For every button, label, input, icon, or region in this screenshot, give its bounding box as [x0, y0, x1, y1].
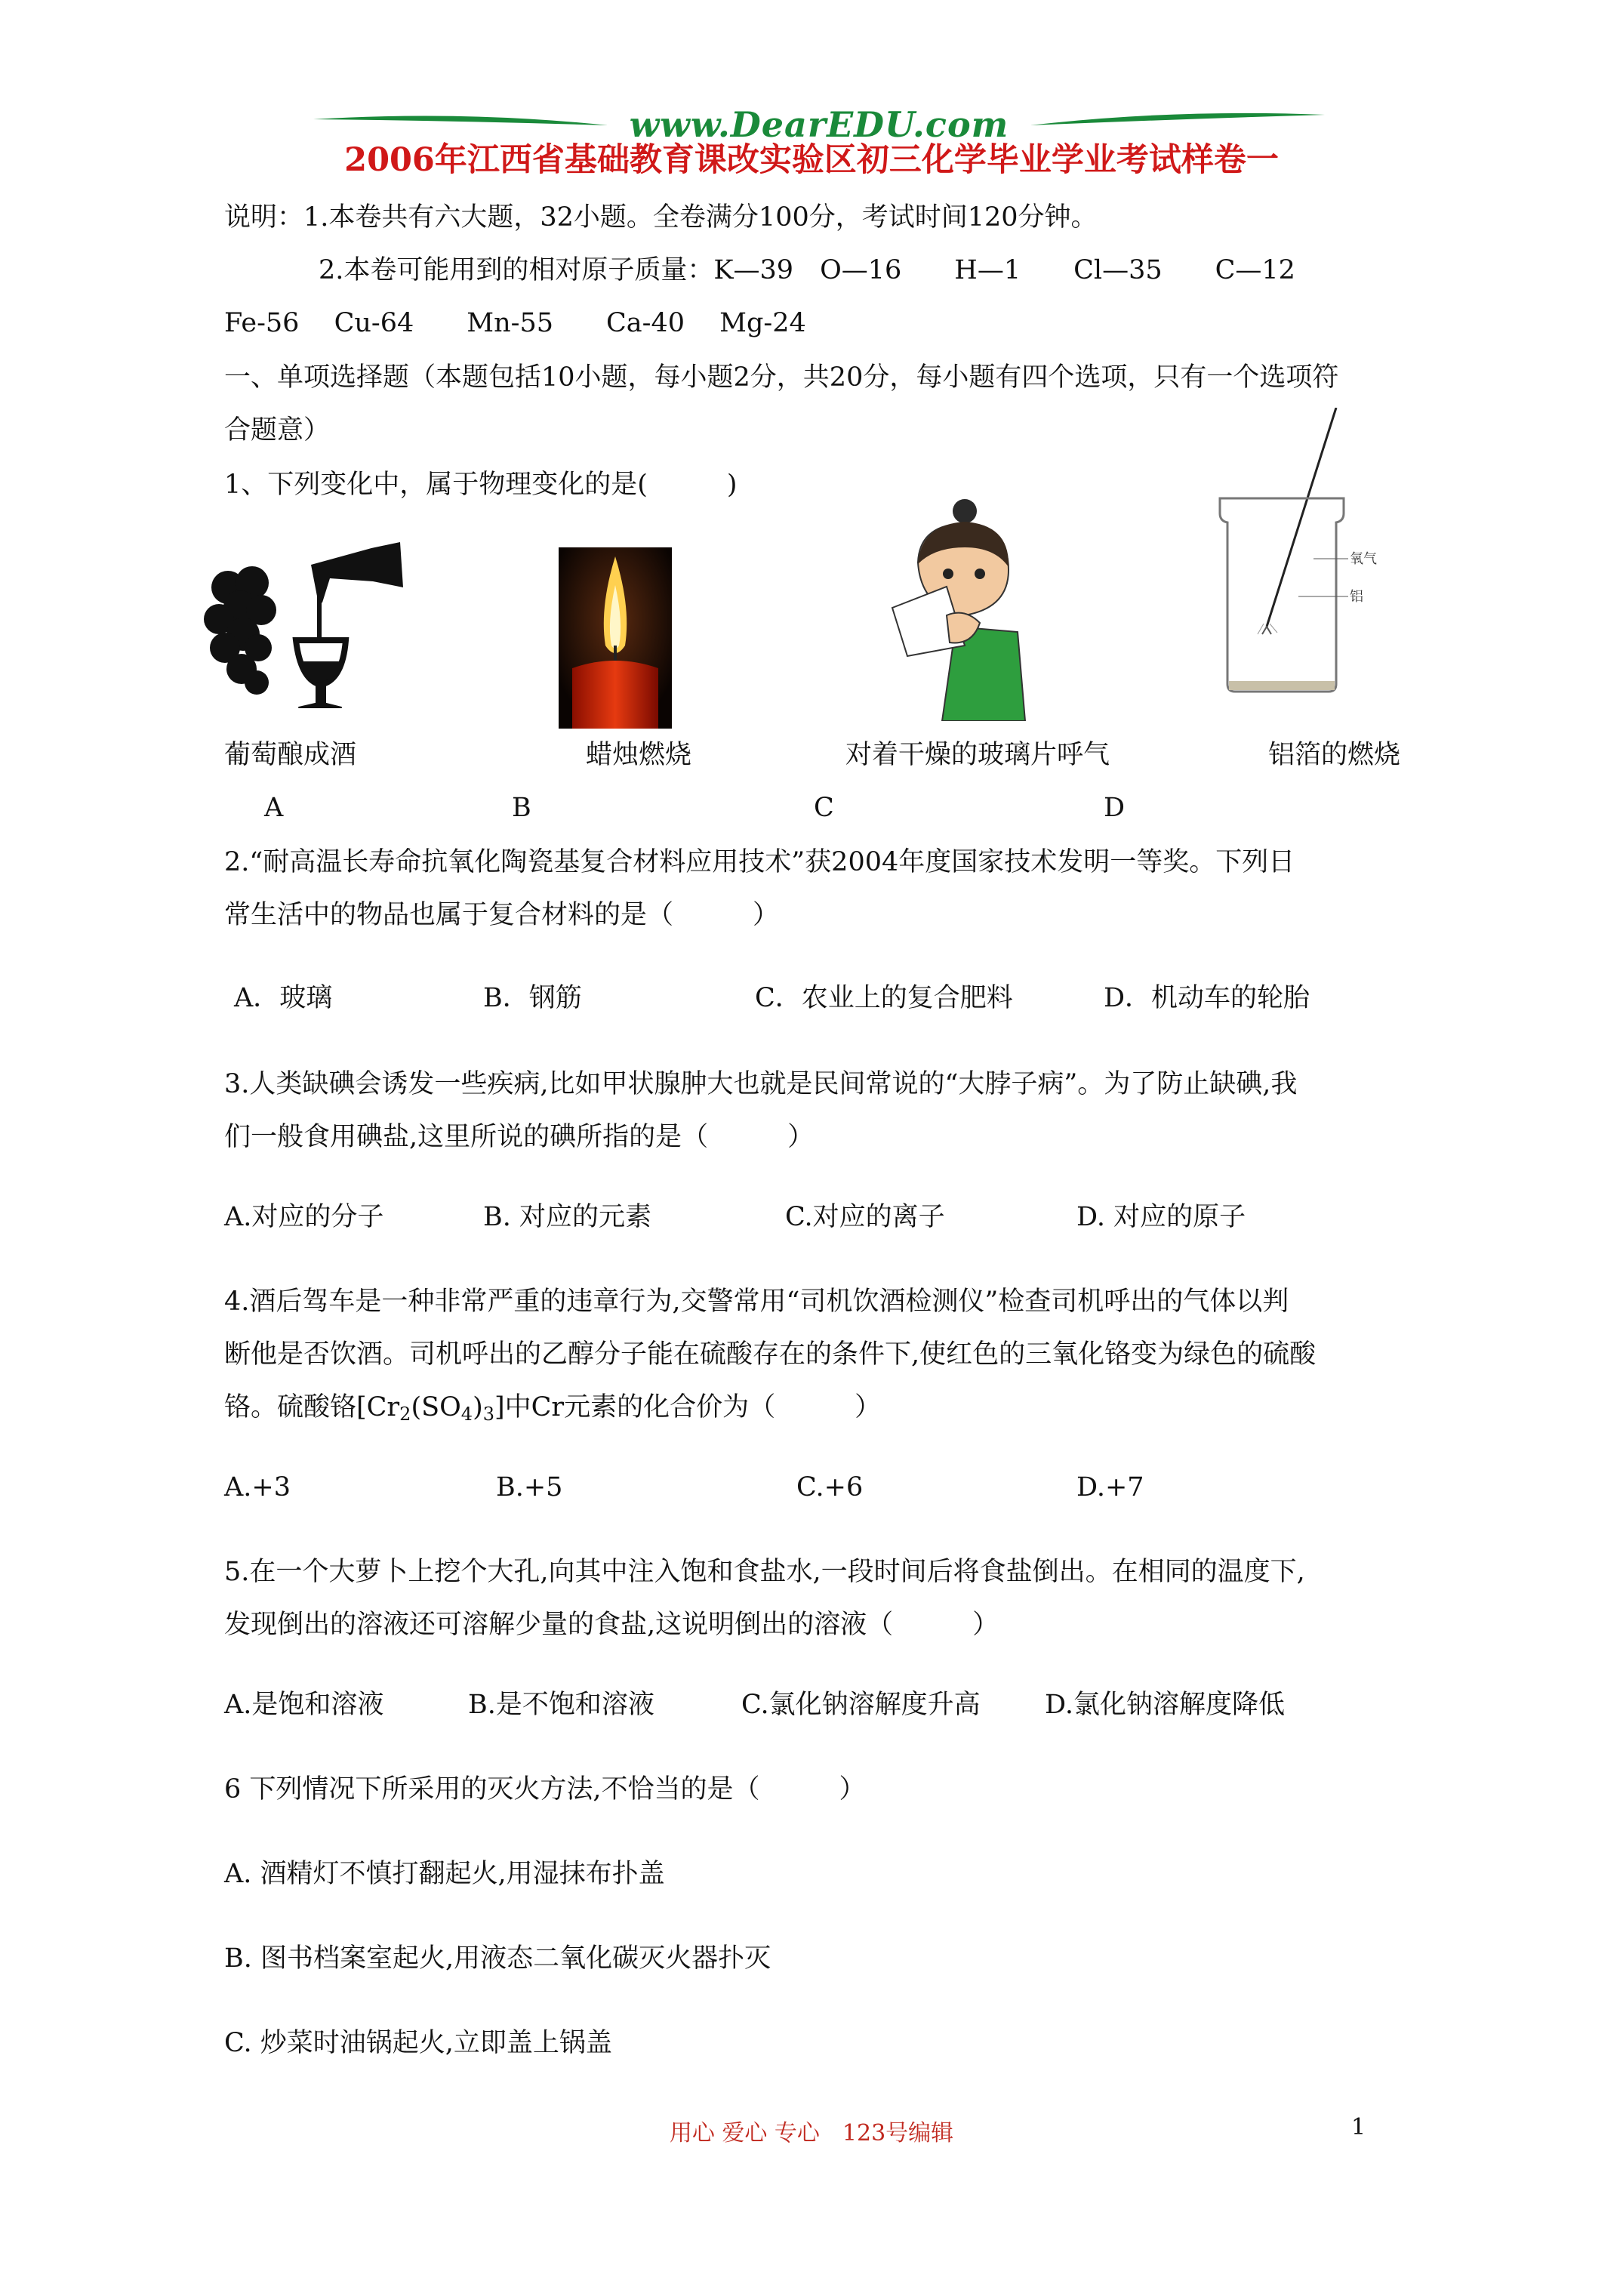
intro-line-1: 说明：1.本卷共有六大题，32小题。全卷满分100分，考试时间120分钟。 — [224, 202, 1098, 233]
q6-stem: 6 下列情况下所采用的灭火方法,不恰当的是（ ） — [224, 1774, 866, 1804]
q4-option-d: D.+7 — [1076, 1472, 1144, 1502]
q1-letter-a: A — [264, 793, 284, 823]
q3-option-a: A.对应的分子 — [224, 1202, 384, 1232]
q2-option-b: B．钢筋 — [483, 983, 582, 1013]
q3-line-2: 们一般食用碘盐,这里所说的碘所指的是（ ） — [224, 1122, 815, 1152]
q1-caption-c: 对着干燥的玻璃片呼气 — [845, 740, 1110, 770]
q5-option-c: C.氯化钠溶解度升高 — [741, 1690, 981, 1720]
q5-line-1: 5.在一个大萝卜上挖个大孔,向其中注入饱和食盐水,一段时间后将食盐倒出。在相同的温度下, — [224, 1557, 1305, 1587]
q2-line-1: 2.“耐高温长寿命抗氧化陶瓷基复合材料应用技术”获2004年度国家技术发明一等奖。下列日 — [224, 847, 1295, 877]
q3-option-d: D. 对应的原子 — [1076, 1202, 1246, 1232]
page-number: 1 — [1351, 2114, 1366, 2140]
q1-letter-c: C — [814, 793, 834, 823]
q4-line-3-text-b: (SO — [411, 1392, 461, 1422]
q1-caption-d: 铝箔的燃烧 — [1268, 740, 1401, 770]
candle-icon — [559, 547, 672, 729]
intro-line-2: 2.本卷可能用到的相对原子质量：K—39 O—16 H—1 Cl—35 C—12 — [319, 255, 1295, 285]
q4-line-2: 断他是否饮酒。司机呼出的乙醇分子能在硫酸存在的条件下,使红色的三氧化铬变为绿色的硫酸 — [224, 1339, 1317, 1370]
q4-line-3-text-d: ]中Cr元素的化合价为（ ） — [494, 1392, 882, 1422]
q3-line-1: 3.人类缺碘会诱发一些疾病,比如甲状腺肿大也就是民间常说的“大脖子病”。为了防止缺碘,我 — [224, 1069, 1298, 1099]
q5-option-a: A.是饱和溶液 — [224, 1690, 384, 1720]
q6-option-b: B. 图书档案室起火,用液态二氧化碳灭火器扑灭 — [224, 1943, 771, 1974]
q4-line-3-text-c: ) — [473, 1392, 483, 1422]
jar-label-oxygen: 氧气 — [1350, 551, 1377, 567]
q1-stem: 1、下列变化中，属于物理变化的是( ) — [224, 470, 738, 500]
jar-label-aluminium: 铝 — [1350, 589, 1363, 605]
q5-line-2: 发现倒出的溶液还可溶解少量的食盐,这说明倒出的溶液（ ） — [224, 1610, 999, 1640]
q1-letter-b: B — [512, 793, 531, 823]
intro-line-3: Fe-56 Cu-64 Mn-55 Ca-40 Mg-24 — [224, 308, 806, 338]
q3-option-c: C.对应的离子 — [785, 1202, 945, 1232]
q4-option-a: A.+3 — [224, 1472, 291, 1502]
q6-option-c: C. 炒菜时油锅起火,立即盖上锅盖 — [224, 2028, 612, 2058]
girl-breathing-icon — [874, 495, 1033, 721]
q4-line-3-text-a: 铬。硫酸铬[Cr — [224, 1392, 400, 1422]
q1-caption-a: 葡萄酿成酒 — [224, 740, 357, 770]
oxygen-jar-icon — [1208, 408, 1381, 695]
q4-option-b: B.+5 — [496, 1472, 563, 1502]
site-name[interactable]: www.DearEDU.com — [629, 104, 1009, 145]
q4-subscript-3: 3 — [482, 1404, 494, 1425]
q1-letter-d: D — [1104, 793, 1126, 823]
exam-title: 2006年江西省基础教育课改实验区初三化学毕业学业考试样卷一 — [344, 141, 1279, 179]
q2-option-c: C．农业上的复合肥料 — [755, 983, 1013, 1013]
q4-subscript-2: 4 — [460, 1404, 473, 1425]
q4-line-1: 4.酒后驾车是一种非常严重的违章行为,交警常用“司机饮酒检测仪”检查司机呼出的气体以判 — [224, 1287, 1289, 1317]
q6-option-a: A. 酒精灯不慎打翻起火,用湿抹布扑盖 — [224, 1859, 665, 1889]
q5-option-b: B.是不饱和溶液 — [468, 1690, 654, 1720]
q4-option-c: C.+6 — [796, 1472, 864, 1502]
section-heading-line-2: 合题意） — [224, 415, 331, 445]
q4-line-3 — [224, 1391, 881, 1431]
q1-caption-b: 蜡烛燃烧 — [586, 740, 692, 770]
footer-editor: 用心 爱心 专心 123号编辑 — [669, 2120, 954, 2147]
q2-option-d: D．机动车的轮胎 — [1104, 983, 1310, 1013]
q4-subscript-1: 2 — [399, 1404, 411, 1425]
q2-option-a: A．玻璃 — [234, 983, 333, 1013]
grapes-wine-icon — [198, 535, 417, 708]
q3-option-b: B. 对应的元素 — [483, 1202, 651, 1232]
section-heading-line-1: 一、单项选择题（本题包括10小题，每小题2分，共20分，每小题有四个选项，只有一个选项符 — [224, 362, 1339, 393]
q2-line-2: 常生活中的物品也属于复合材料的是（ ） — [224, 900, 780, 930]
q5-option-d: D.氯化钠溶解度降低 — [1045, 1690, 1285, 1720]
